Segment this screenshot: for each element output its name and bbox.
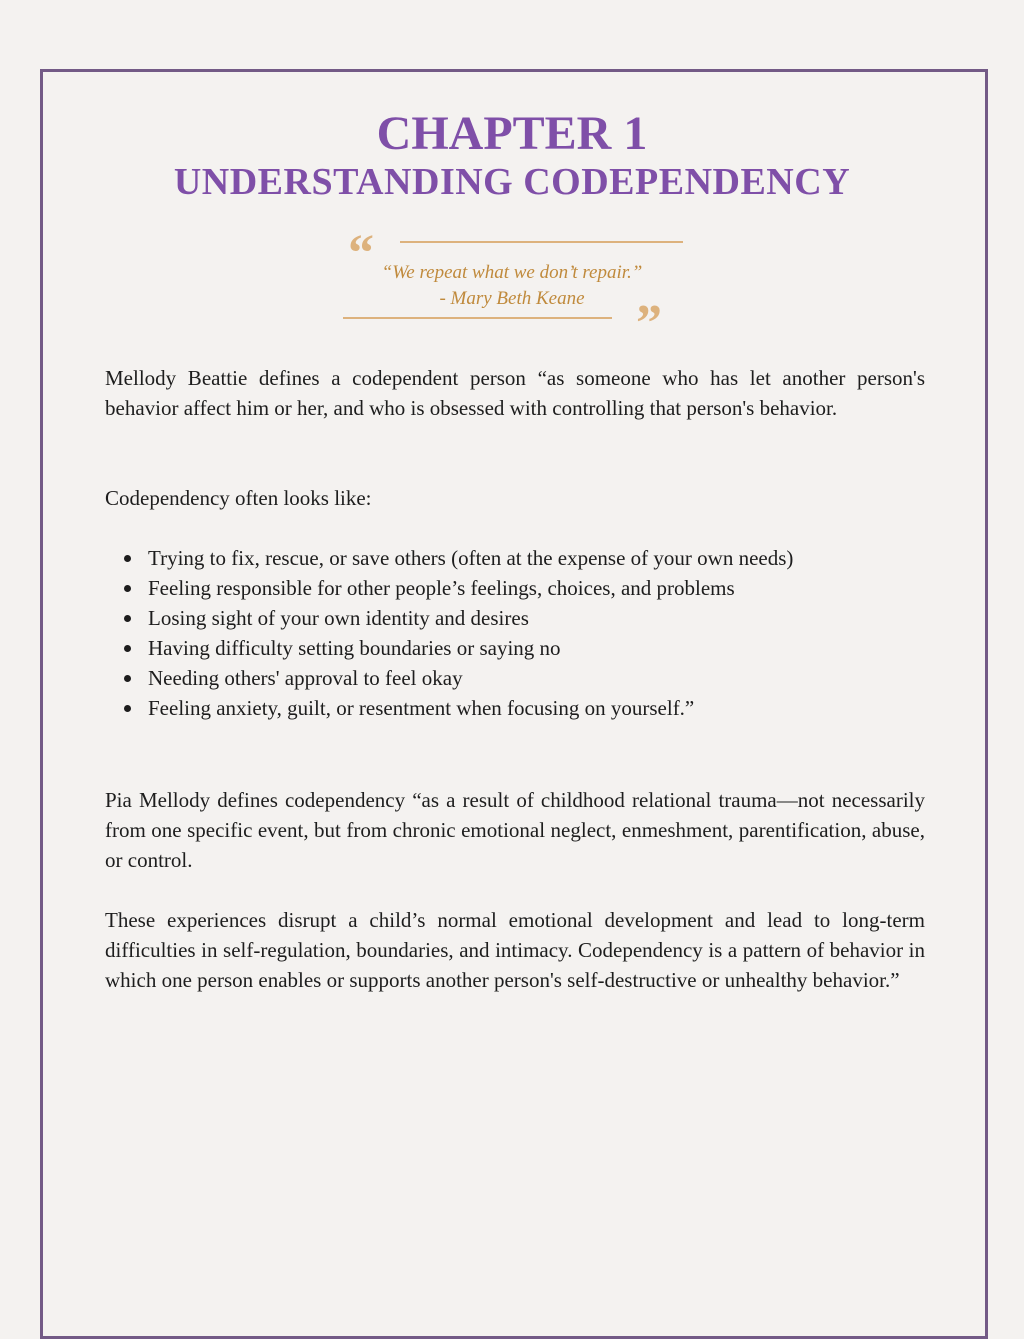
list-item [105, 633, 925, 663]
bullet-icon [124, 645, 131, 652]
open-quote-icon: “ [348, 225, 374, 282]
list-item [105, 663, 925, 693]
quote-divider-top [400, 241, 683, 243]
bullet-icon [124, 585, 131, 592]
epigraph-author: - Mary Beth Keane [439, 288, 585, 309]
chapter-title: UNDERSTANDING CODEPENDENCY [173, 161, 851, 203]
list-item-text: Feeling anxiety, guilt, or resentment when focusing on yourself.” [148, 696, 695, 720]
paragraph-development-effects: These experiences disrupt a child’s normal emotional development and lead to long-term difficulties in self-regulation, boundaries, and intimacy. Codependency is a pattern of behavior in which one person enables or supports another person's self-destructive or unhealthy behavior.” [105, 908, 925, 992]
chapter-number: CHAPTER 1 [376, 107, 648, 160]
epigraph-text: “We repeat what we don’t repair.” [381, 262, 643, 283]
list-item [105, 543, 925, 573]
list-item-text: Feeling responsible for other people’s feelings, choices, and problems [148, 576, 735, 600]
paragraph-beattie-definition: Mellody Beattie defines a codependent person “as someone who has let another person's behavior affect him or her, and who is obsessed with controlling that person's behavior. [105, 366, 925, 420]
list-item [105, 603, 925, 633]
bullet-icon [124, 615, 131, 622]
bullet-icon [124, 675, 131, 682]
bullet-icon [124, 705, 131, 712]
quote-divider-bottom [343, 317, 612, 319]
paragraph-list-intro: Codependency often looks like: [105, 486, 372, 510]
codependency-traits-list [105, 543, 925, 723]
list-item [105, 573, 925, 603]
list-item [105, 693, 925, 723]
close-quote-icon: ” [636, 295, 662, 352]
paragraph-mellody-definition: Pia Mellody defines codependency “as a result of childhood relational trauma—not necessarily from one specific event, but from chronic emotional neglect, enmeshment, parentification, abuse, or control. [105, 788, 925, 872]
epigraph [0, 260, 1024, 312]
list-item-text: Having difficulty setting boundaries or saying no [148, 636, 561, 660]
list-item-text: Needing others' approval to feel okay [148, 666, 463, 690]
bullet-icon [124, 555, 131, 562]
list-item-text: Losing sight of your own identity and desires [148, 606, 529, 630]
list-item-text: Trying to fix, rescue, or save others (often at the expense of your own needs) [148, 546, 794, 570]
